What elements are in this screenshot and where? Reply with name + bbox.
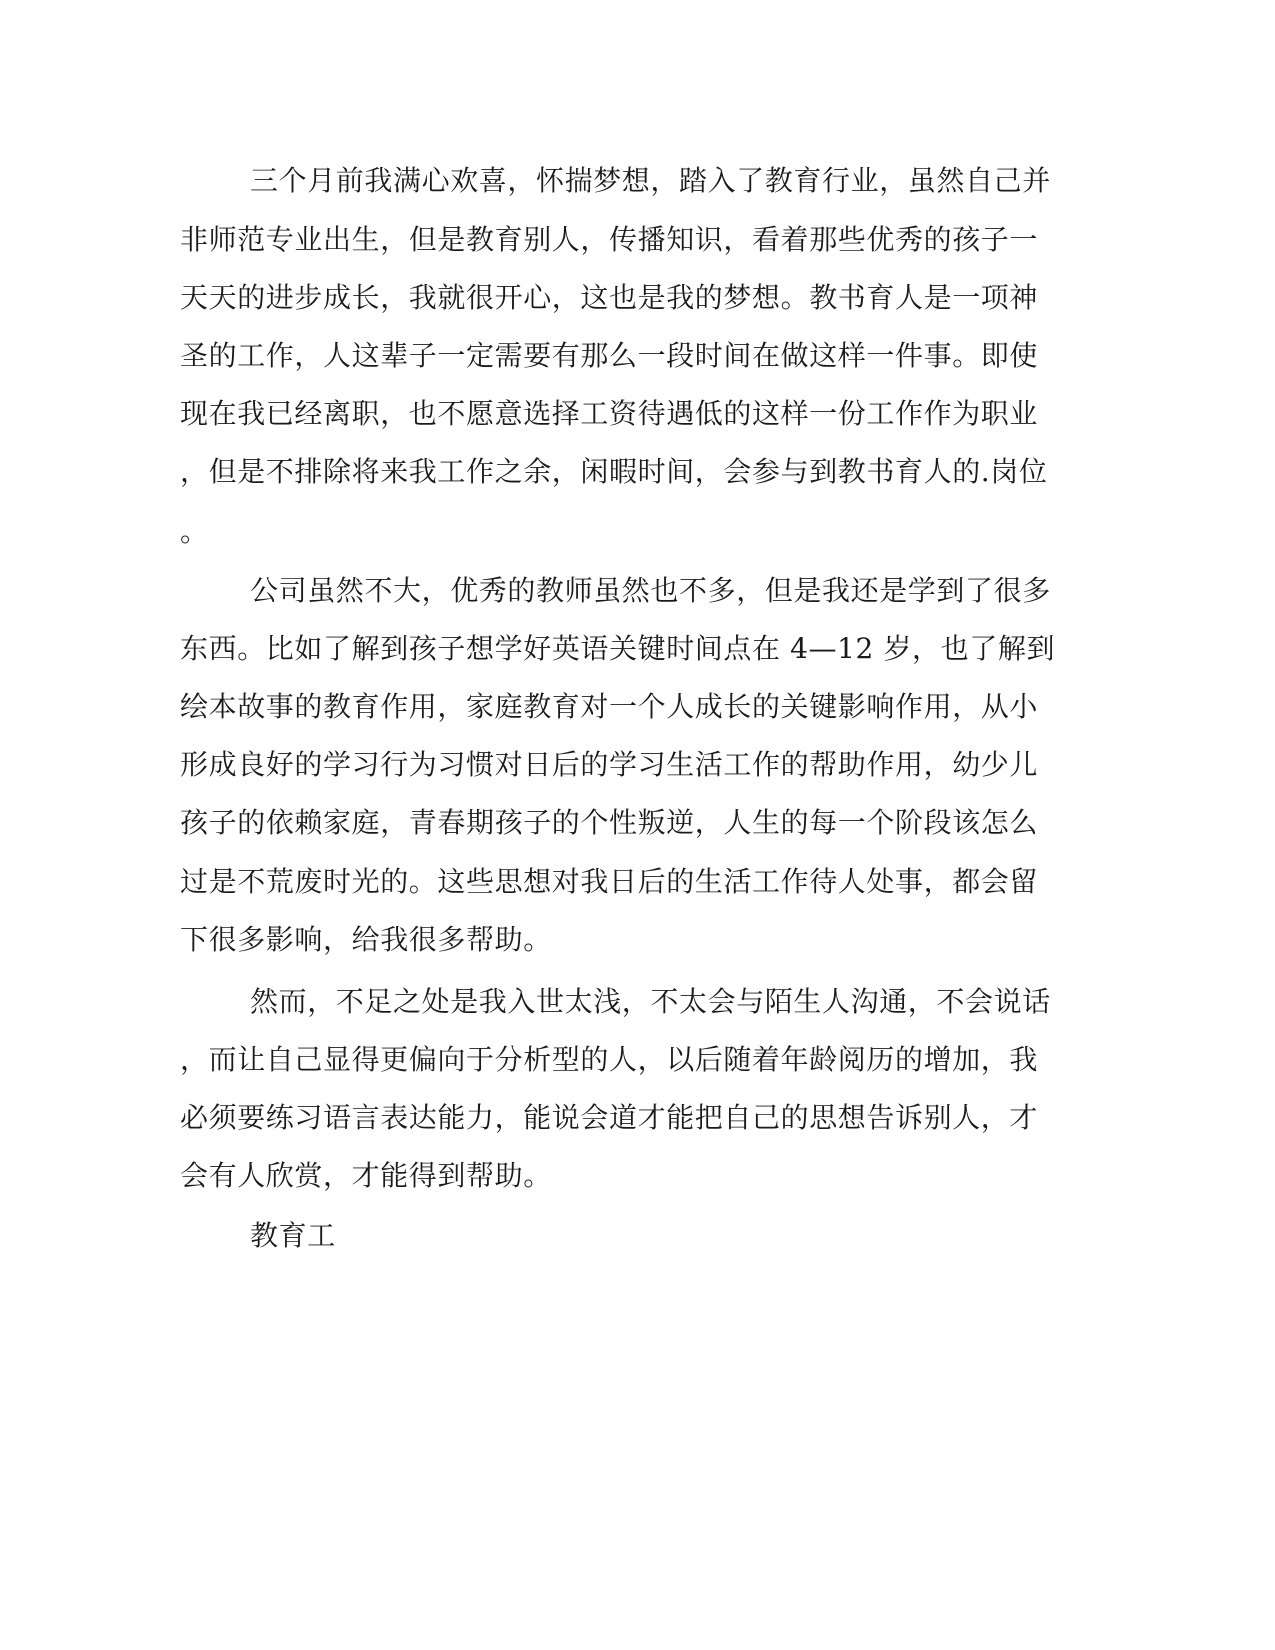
paragraph-2-line-4: 形成良好的学习行为习惯对日后的学习生活工作的帮助作用，幼少儿 [180,748,1039,781]
paragraph-3-line-4: 会有人欣赏，才能得到帮助。 [180,1159,552,1192]
paragraph-3-line-2: ，而让自己显得更偏向于分析型的人，以后随着年龄阅历的增加，我 [180,1043,1039,1076]
paragraph-2-line-6: 过是不荒废时光的。这些思想对我日后的生活工作待人处事，都会留 [180,865,1039,898]
paragraph-1-line-4: 圣的工作，人这辈子一定需要有那么一段时间在做这样一件事。即使 [180,339,1039,372]
paragraph-3-line-1: 然而，不足之处是我入世太浅，不太会与陌生人沟通，不会说话 [250,985,1051,1018]
paragraph-4-line-1: 教育工 [250,1219,336,1252]
paragraph-1-line-5: 现在我已经离职，也不愿意选择工资待遇低的这样一份工作作为职业 [180,397,1039,430]
paragraph-1-line-2: 非师范专业出生，但是教育别人，传播知识，看着那些优秀的孩子一 [180,223,1039,256]
paragraph-2-line-7: 下很多影响，给我很多帮助。 [180,923,552,956]
paragraph-2-line-1: 公司虽然不大，优秀的教师虽然也不多，但是我还是学到了很多 [250,574,1051,607]
paragraph-1-line-7: 。 [180,515,209,548]
paragraph-2-line-2: 东西。比如了解到孩子想学好英语关键时间点在 4—12 岁，也了解到 [180,632,1056,665]
paragraph-1-line-3: 天天的进步成长，我就很开心，这也是我的梦想。教书育人是一项神 [180,281,1039,314]
paragraph-2-line-5: 孩子的依赖家庭，青春期孩子的个性叛逆，人生的每一个阶段该怎么 [180,806,1039,839]
paragraph-2-line-3: 绘本故事的教育作用，家庭教育对一个人成长的关键影响作用，从小 [180,690,1039,723]
paragraph-1-line-1: 三个月前我满心欢喜，怀揣梦想，踏入了教育行业，虽然自己并 [250,164,1051,197]
paragraph-3-line-3: 必须要练习语言表达能力，能说会道才能把自己的思想告诉别人，才 [180,1101,1039,1134]
paragraph-1-line-6: ，但是不排除将来我工作之余，闲暇时间，会参与到教书育人的.岗位 [180,455,1048,488]
